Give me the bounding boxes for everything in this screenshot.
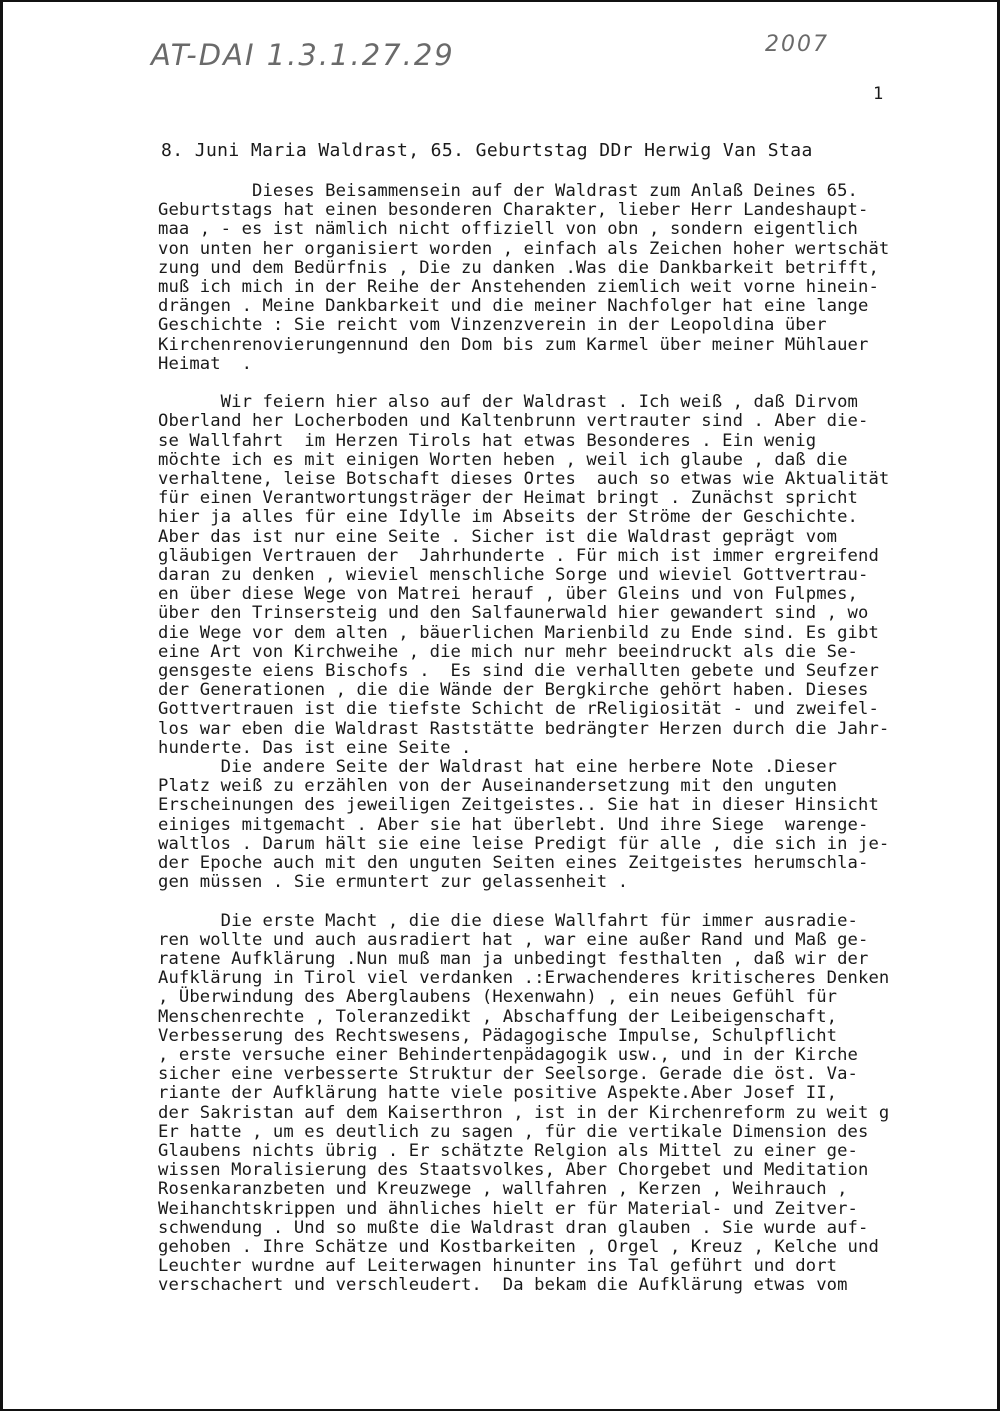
text-line: maa , - es ist nämlich nicht offiziell von obn , sondern eigentlich (158, 219, 858, 240)
text-line: Die erste Macht , die die diese Wallfahrt für immer ausradie- (158, 910, 858, 931)
year-note-handwritten: 2007 (765, 32, 829, 57)
text-line: der Generationen , die die Wände der Bergkirche gehört haben. Dieses (158, 680, 869, 701)
text-line: Oberland her Locherboden und Kaltenbrunn vertrauter sind . Aber die- (158, 411, 869, 432)
text-line: drängen . Meine Dankbarkeit und die meiner Nachfolger hat eine lange (158, 296, 869, 317)
text-line: Die andere Seite der Waldrast hat eine herbere Note .Dieser (158, 757, 838, 777)
text-line: Rosenkaranzbeten und Kreuzwege , wallfahren , Kerzen , Weihrauch , (158, 1179, 848, 1200)
text-line: Aufklärung in Tirol viel verdanken .:Erwachenderes kritischeres Denken (158, 968, 890, 989)
archive-reference-handwritten: AT-DAI 1.3.1.27.29 (151, 38, 455, 72)
text-line: los war eben die Waldrast Raststätte bedrängter Herzen durch die Jahr- (158, 718, 890, 739)
text-line: einiges mitgemacht . Aber sie hat überlebt. Und ihre Siege warenge- (158, 814, 869, 835)
text-line: Kirchenrenovierungennund den Dom bis zum Karmel über meiner Mühlauer (158, 334, 869, 355)
text-line: verhaltene, leise Botschaft dieses Ortes auch so etwas wie Aktualität (158, 469, 890, 489)
document-heading: 8. Juni Maria Waldrast, 65. Geburtstag DDr Herwig Van Staa (161, 140, 813, 161)
text-line: , Überwindung des Aberglaubens (Hexenwahn) , ein neues Gefühl für (158, 987, 838, 1008)
text-line: Wir feiern hier also auf der Waldrast . Ich weiß , daß Dirvom (158, 392, 858, 413)
text-line: eine Art von Kirchweihe , die mich nur mehr beeindruckt als die Se- (158, 641, 858, 662)
text-line: riante der Aufklärung hatte viele positive Aspekte.Aber Josef II, (158, 1083, 838, 1104)
text-line: Aber das ist nur eine Seite . Sicher ist die Waldrast geprägt vom (158, 526, 838, 547)
text-line: Er hatte , um es deutlich zu sagen , für die vertikale Dimension des (158, 1121, 869, 1142)
text-line: gläubigen Vertrauen der Jahrhunderte . Für mich ist immer ergreifend (158, 545, 879, 566)
text-line: , erste versuche einer Behindertenpädagogik usw., und in der Kirche (158, 1045, 858, 1065)
text-line: für einen Verantwortungsträger der Heimat bringt . Zunächst spricht (158, 488, 858, 509)
text-line: möchte ich es mit einigen Worten heben , weil ich glaube , daß die (158, 449, 848, 470)
text-line: schwendung . Und so mußte die Waldrast dran glauben . Sie wurde auf- (158, 1217, 869, 1238)
text-line: ren wollte und auch ausradiert hat , war eine außer Rand und Maß ge- (158, 929, 869, 950)
text-line: hier ja alles für eine Idylle im Abseits der Ströme der Geschichte. (158, 507, 858, 528)
text-line: Geburtstags hat einen besonderen Charakter, lieber Herr Landeshaupt- (158, 200, 869, 221)
text-line: der Sakristan auf dem Kaiserthron , ist in der Kirchenreform zu weit g (158, 1102, 890, 1123)
text-line: muß ich mich in der Reihe der Anstehenden ziemlich weit vorne hinein- (158, 277, 879, 297)
text-line: Erscheinungen des jeweiligen Zeitgeistes.. Sie hat in dieser Hinsicht (158, 795, 879, 816)
text-line: waltlos . Darum hält sie eine leise Predigt für alle , die sich in je- (158, 833, 890, 854)
text-line: wissen Moralisierung des Staatsvolkes, Aber Chorgebet und Meditation (158, 1160, 869, 1181)
text-line: der Epoche auch mit den unguten Seiten eines Zeitgeistes herumschla- (158, 853, 869, 873)
text-line: zung und dem Bedürfnis , Die zu danken .Was die Dankbarkeit betrifft, (158, 257, 879, 278)
text-line: en über diese Wege von Matrei herauf , über Gleins und von Fulpmes, (158, 584, 858, 605)
text-line: Weihanchtskrippen und ähnliches hielt er für Material- und Zeitver- (158, 1198, 858, 1219)
page-number: 1 (873, 84, 884, 104)
text-line: Leuchter wurdne auf Leiterwagen hinunter ins Tal geführt und dort (158, 1256, 838, 1277)
text-line: verschachert und verschleudert. Da bekam die Aufklärung etwas vom (158, 1275, 848, 1296)
text-line: ratene Aufklärung .Nun muß man ja unbedingt festhalten , daß wir der (158, 949, 869, 969)
text-line: die Wege vor dem alten , bäuerlichen Marienbild zu Ende sind. Es gibt (158, 622, 879, 643)
text-line: Geschichte : Sie reicht vom Vinzenzverein in der Leopoldina über (158, 315, 827, 336)
text-line: über den Trinsersteig und den Salfaunerwald hier gewandert sind , wo (158, 603, 869, 624)
text-line: hunderte. Das ist eine Seite . (158, 737, 472, 758)
text-line: Menschenrechte , Toleranzedikt , Abschaffung der Leibeigenschaft, (158, 1006, 838, 1027)
text-line: sicher eine verbesserte Struktur der Seelsorge. Gerade die öst. Va- (158, 1064, 858, 1085)
text-line: gehoben . Ihre Schätze und Kostbarkeiten , Orgel , Kreuz , Kelche und (158, 1237, 879, 1257)
text-line: Glaubens nichts übrig . Er schätzte Relgion als Mittel zu einer ge- (158, 1141, 858, 1161)
text-line: gensgeste eiens Bischofs . Es sind die verhallten gebete und Seufzer (158, 661, 879, 681)
text-line: Dieses Beisammensein auf der Waldrast zum Anlaß Deines 65. (158, 181, 858, 201)
text-line: se Wallfahrt im Herzen Tirols hat etwas Besonderes . Ein wenig (158, 430, 817, 451)
text-line: Gottvertrauen ist die tiefste Schicht de rReligiosität - und zweifel- (158, 699, 879, 720)
text-line: daran zu denken , wieviel menschliche Sorge und wieviel Gottvertrau- (158, 565, 869, 585)
text-line: von unten her organisiert worden , einfach als Zeichen hoher wertschät (158, 238, 890, 259)
text-line: Platz weiß zu erzählen von der Auseinandersetzung mit den unguten (158, 776, 838, 797)
text-line: gen müssen . Sie ermuntert zur gelassenheit . (158, 872, 629, 893)
text-line: Verbesserung des Rechtswesens, Pädagogische Impulse, Schulpflicht (158, 1025, 838, 1046)
text-line: Heimat . (158, 353, 253, 374)
